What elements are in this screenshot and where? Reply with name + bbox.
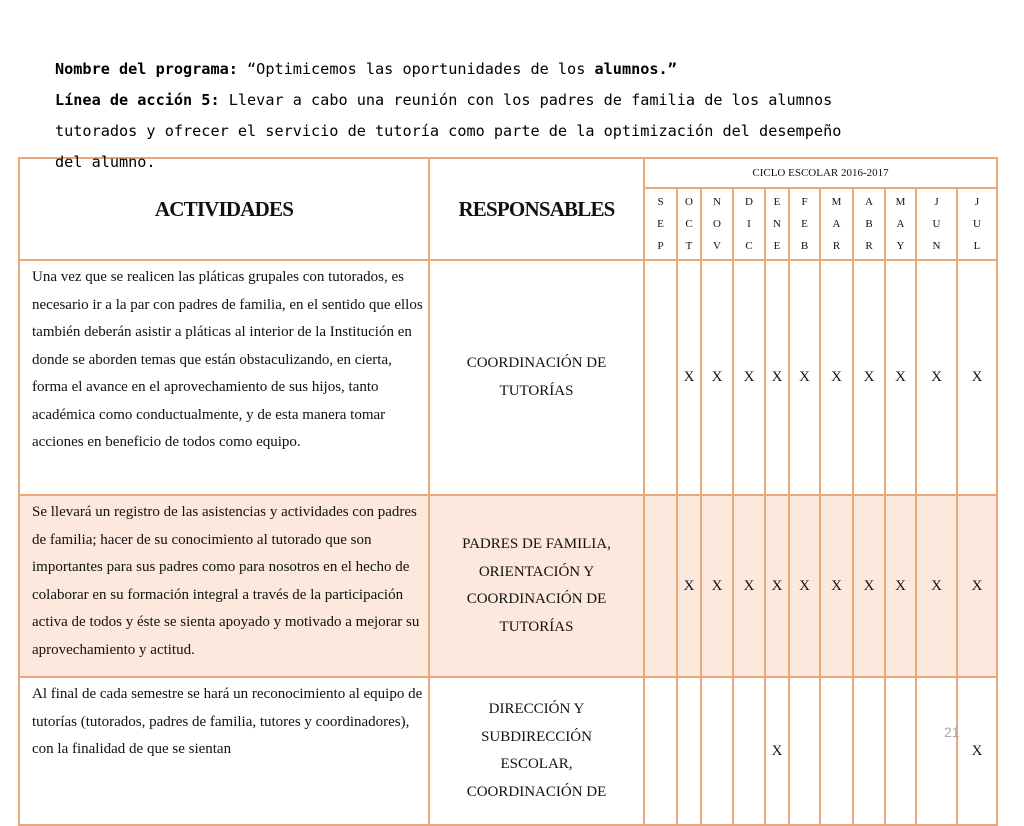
month-letter: T: [685, 240, 693, 252]
program-value: “Optimicemos las oportunidades de los: [247, 60, 586, 78]
document-header: [55, 54, 955, 178]
month-letter: A: [832, 218, 841, 230]
month-mark-cell: X: [677, 495, 701, 677]
month-letter: O: [685, 196, 693, 208]
month-letter: E: [801, 218, 808, 230]
responsable-cell: [429, 495, 644, 677]
month-mark-cell: [853, 677, 885, 825]
month-letter: J: [934, 196, 939, 208]
month-mark-cell: X: [765, 495, 789, 677]
month-mark-cell: X: [765, 260, 789, 495]
month-header-dic: [733, 188, 765, 260]
month-letter: L: [973, 240, 981, 252]
month-header-nov: [701, 188, 733, 260]
responsable-line: ORIENTACIÓN Y: [478, 563, 595, 580]
month-letter: F: [801, 196, 808, 208]
responsables-column-header: RESPONSABLES: [429, 158, 644, 260]
responsable-cell: [429, 677, 644, 825]
month-mark-cell: X: [820, 260, 853, 495]
month-letter: E: [657, 218, 664, 230]
month-mark-cell: X: [820, 495, 853, 677]
month-mark-cell: X: [916, 260, 957, 495]
table-row: [19, 677, 997, 825]
month-letter: U: [973, 218, 981, 230]
program-label: Nombre del programa:: [55, 60, 238, 78]
month-mark-cell: [644, 260, 677, 495]
month-letter: N: [713, 196, 721, 208]
month-letter: J: [974, 196, 980, 208]
month-mark-cell: X: [853, 495, 885, 677]
month-letter: Y: [896, 240, 905, 252]
action-line-value: Llevar a cabo una reunión con los padres de familia de los alumnos: [228, 91, 833, 109]
month-header-oct: [677, 188, 701, 260]
month-letter: B: [865, 218, 873, 230]
responsable-line: COORDINACIÓN DE: [466, 783, 607, 800]
responsable-line: ESCOLAR,: [500, 756, 573, 772]
month-letter: D: [745, 196, 753, 208]
month-mark-cell: X: [765, 677, 789, 825]
month-mark-cell: X: [789, 495, 820, 677]
month-letter: I: [747, 218, 751, 230]
month-letter: S: [657, 196, 664, 208]
action-line-label: Línea de acción 5:: [55, 91, 220, 109]
month-letter: C: [745, 240, 753, 252]
month-mark-cell: [701, 677, 733, 825]
month-header-sep: [644, 188, 677, 260]
month-mark-cell: X: [853, 260, 885, 495]
month-mark-cell: [644, 495, 677, 677]
month-mark-cell: X: [789, 260, 820, 495]
month-letter: R: [832, 240, 841, 252]
activities-column-header: ACTIVIDADES: [19, 158, 429, 260]
program-value-end: alumnos.”: [594, 60, 677, 78]
month-mark-cell: X: [885, 495, 916, 677]
program-name-line: [55, 54, 955, 85]
month-header-feb: [789, 188, 820, 260]
month-header-jun: [916, 188, 957, 260]
month-header-may: [885, 188, 916, 260]
month-letter: M: [831, 196, 842, 208]
month-header-abr: [853, 188, 885, 260]
school-cycle-header: CICLO ESCOLAR 2016-2017: [644, 158, 997, 188]
table-row: [19, 495, 997, 677]
month-mark-cell: [789, 677, 820, 825]
month-letter: E: [773, 240, 781, 252]
activity-cell: Al final de cada semestre se hará un reconocimiento al equipo de tutorías (tutorados, padres de familia, tutores y coordinadores), con la finalidad de que se sientan: [19, 677, 429, 825]
month-mark-cell: X: [957, 495, 997, 677]
responsable-cell: [429, 260, 644, 495]
month-mark-cell: X: [916, 495, 957, 677]
month-mark-cell: [677, 677, 701, 825]
month-letter: A: [865, 196, 873, 208]
action-line: [55, 85, 955, 116]
activities-schedule-table: [18, 157, 998, 826]
month-letter: O: [713, 218, 721, 230]
activity-cell: Se llevará un registro de las asistencias y actividades con padres de familia; hacer de su conocimiento al tutorado que son importantes para sus padres como para nosotros en el hecho de colaborar en su formación integral a través de la participación activa de todos y éste se sienta apoyado y motivado a mejorar su aprovechamiento y actitud.: [19, 495, 429, 677]
month-mark-cell: X: [733, 260, 765, 495]
month-letter: R: [865, 240, 873, 252]
responsable-line: TUTORÍAS: [499, 382, 574, 399]
month-mark-cell: [885, 677, 916, 825]
month-letter: E: [773, 196, 781, 208]
month-letter: P: [657, 240, 664, 252]
responsable-line: SUBDIRECCIÓN: [481, 728, 592, 745]
responsable-line: PADRES DE FAMILIA,: [462, 536, 611, 552]
month-header-ene: [765, 188, 789, 260]
month-mark-cell: X: [733, 495, 765, 677]
month-mark-cell: X: [701, 495, 733, 677]
month-letter: V: [713, 240, 721, 252]
month-letter: B: [800, 240, 809, 252]
month-letter: N: [932, 240, 941, 252]
month-letter: N: [773, 218, 781, 230]
action-line-3: del alumno.: [55, 153, 156, 171]
page-number: 21: [944, 724, 960, 740]
month-letter: C: [685, 218, 693, 230]
month-letter: M: [895, 196, 906, 208]
month-letter: U: [932, 218, 941, 230]
month-header-jul: [957, 188, 997, 260]
month-mark-cell: [733, 677, 765, 825]
responsable-line: COORDINACIÓN DE: [466, 355, 607, 371]
table-row: [19, 260, 997, 495]
month-mark-cell: X: [677, 260, 701, 495]
month-mark-cell: X: [885, 260, 916, 495]
month-mark-cell: [916, 677, 957, 825]
activity-cell: Una vez que se realicen las pláticas grupales con tutorados, es necesario ir a la par con padres de familia, en el sentido que ellos también deberán asistir a pláticas al interior de la Institución en donde se aborden temas que están obstaculizando, en cierta, forma el avance en el aprovechamiento de sus hijos, tanto académica como conductualmente, y de esta manera tomar acciones en beneficio de todos como equipo.: [19, 260, 429, 495]
month-mark-cell: [820, 677, 853, 825]
month-header-mar: [820, 188, 853, 260]
month-mark-cell: X: [701, 260, 733, 495]
responsable-line: TUTORÍAS: [499, 618, 574, 635]
responsable-line: DIRECCIÓN Y: [488, 701, 585, 717]
action-line-2: tutorados y ofrecer el servicio de tutoría como parte de la optimización del desempeño: [55, 122, 842, 140]
month-letter: A: [896, 218, 905, 230]
month-mark-cell: X: [957, 260, 997, 495]
responsable-line: COORDINACIÓN DE: [466, 591, 607, 607]
month-mark-cell: [644, 677, 677, 825]
month-mark-cell: X: [957, 677, 997, 825]
